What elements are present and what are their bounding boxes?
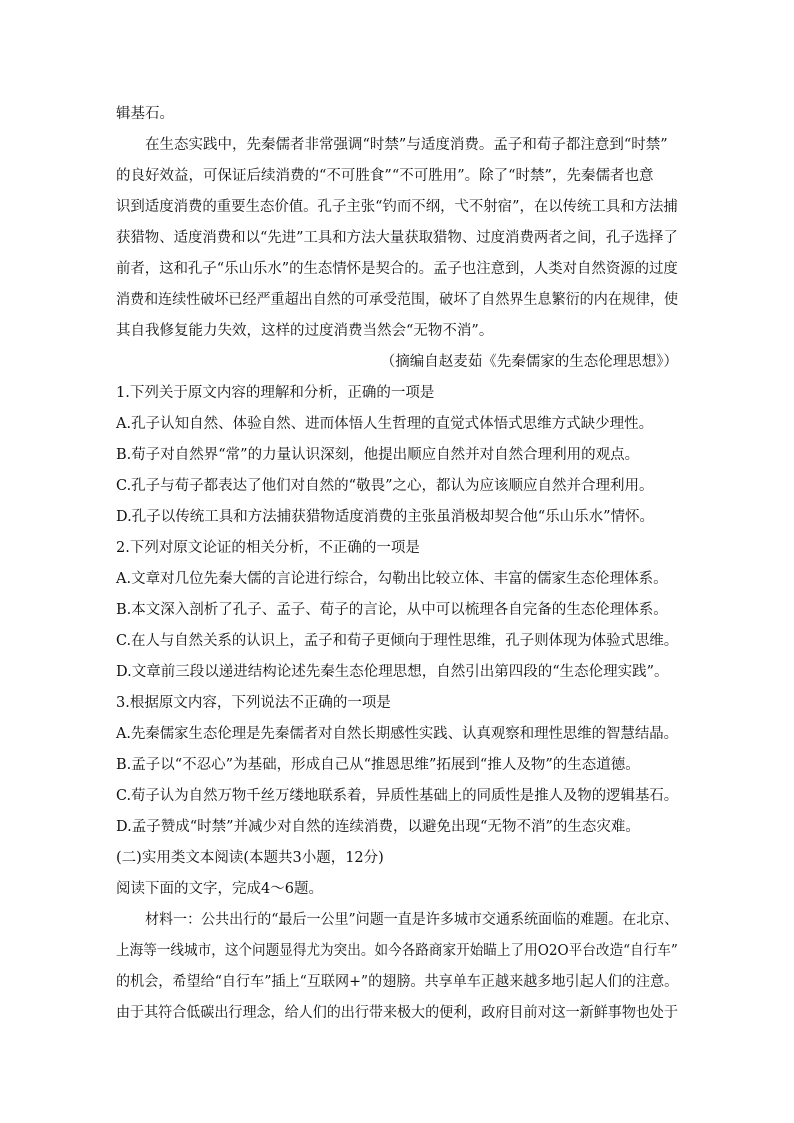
answer-option: C.荀子认为自然万物千丝万缕地联系着，异质性基础上的同质性是推人及物的逻辑基石。 [116,788,679,804]
paragraph-line: 在生态实践中，先秦儒者非常强调“时禁”与适度消费。孟子和荀子都注意到“时禁” [145,137,668,153]
answer-option: D.文章前三段以递进结构论述先秦生态伦理思想，自然引出第四段的“生态伦理实践”。 [116,664,669,680]
paragraph-line: 材料一：公共出行的“最后一公里”问题一直是许多城市交通系统面临的难题。在北京、 [145,912,679,928]
paragraph-line: 消费和连续性破坏已经严重超出自然的可承受范围，破坏了自然界生息繁衍的内在规律，使 [116,292,679,308]
source-citation: （摘编自赵麦茹《先秦儒家的生态伦理思想》） [380,354,678,370]
answer-option: B.本文深入剖析了孔子、孟子、荀子的言论，从中可以梳理各自完备的生态伦理体系。 [116,602,668,618]
question-stem: 2.下列对原文论证的相关分析，不正确的一项是 [116,540,420,556]
paragraph-line: 由于其符合低碳出行理念，给人们的出行带来极大的便利，政府目前对这一新鲜事物也处于 [116,1005,679,1021]
question-stem: 3.根据原文内容，下列说法不正确的一项是 [116,695,391,711]
paragraph-line: 前者，这和孔子“乐山乐水”的生态情怀是契合的。孟子也注意到，人类对自然资源的过度 [116,261,678,277]
paragraph-line: 的机会，希望给“自行车”插上“互联网+”的翅膀。共享单车正越来越多地引起人们的注意。 [116,974,679,990]
paragraph-line: 上海等一线城市，这个问题显得尤为突出。如今各路商家开始瞄上了用O2O平台改造“自行车” [116,943,678,959]
answer-option: D.孟子赞成“时禁”并减少对自然的连续消费，以避免出现“无物不消”的生态灾难。 [116,819,640,835]
paragraph-line: 的良好效益，可保证后续消费的“不可胜食”“不可胜用”。除了“时禁”，先秦儒者也意 [116,168,654,184]
section-heading: (二)实用类文本阅读(本题共3小题，12分) [116,850,384,866]
answer-option: A.孔子认知自然、体验自然、进而体悟人生哲理的直觉式体悟式思维方式缺少理性。 [116,416,654,432]
answer-option: B.孟子以“不忍心”为基础，形成自己从“推恩思维”拓展到“推人及物”的生态道德。 [116,757,640,773]
paragraph-line: 其自我修复能力失效，这样的过度消费当然会“无物不消”。 [116,323,494,339]
paragraph-line: 识到适度消费的重要生态价值。孔子主张“钓而不纲，弋不射宿”，在以传统工具和方法捕 [116,199,678,215]
paragraph-line: 辑基石。 [116,106,174,122]
answer-option: B.荀子对自然界“常”的力量认识深刻，他提出顺应自然并对自然合理利用的观点。 [116,447,640,463]
paragraph-line: 获猎物、适度消费和以“先进”工具和方法大量获取猎物、过度消费两者之间，孔子选择了 [116,230,678,246]
question-stem: 1.下列关于原文内容的理解和分析，正确的一项是 [116,385,435,401]
answer-option: A.文章对几位先秦大儒的言论进行综合，勾勒出比较立体、丰富的儒家生态伦理体系。 [116,571,668,587]
answer-option: D.孔子以传统工具和方法捕获猎物适度消费的主张虽消极却契合他“乐山乐水”情怀。 [116,509,655,525]
section-instruction: 阅读下面的文字，完成4～6题。 [116,881,323,897]
answer-option: C.在人与自然关系的认识上，孟子和荀子更倾向于理性思维，孔子则体现为体验式思维。 [116,633,679,649]
answer-option: C.孔子与荀子都表达了他们对自然的“敬畏”之心，都认为应该顺应自然并合理利用。 [116,478,654,494]
answer-option: A.先秦儒家生态伦理是先秦儒者对自然长期感性实践、认真观察和理性思维的智慧结晶。 [116,726,679,742]
